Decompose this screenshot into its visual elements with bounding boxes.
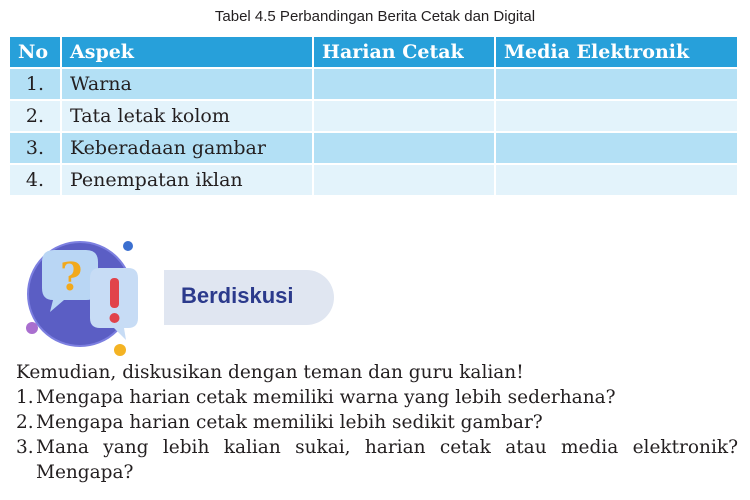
row-aspek: Tata letak kolom	[61, 100, 313, 132]
row-cetak-cell	[313, 100, 495, 132]
discussion-title: Berdiskusi	[181, 283, 294, 308]
table-row	[9, 68, 738, 100]
table-row	[9, 100, 738, 132]
row-cetak-cell	[313, 68, 495, 100]
list-item	[16, 385, 738, 410]
question-text: Mana yang lebih kalian sukai, harian cetak atau media elektronik? Mengapa?	[36, 437, 738, 483]
table-row	[9, 164, 738, 196]
row-number: 1.	[9, 68, 61, 100]
comparison-table	[8, 35, 739, 197]
row-aspek: Penempatan iklan	[61, 164, 313, 196]
question-text: Mengapa harian cetak memiliki lebih sedikit gambar?	[36, 412, 543, 433]
row-cetak-cell	[313, 164, 495, 196]
discussion-body	[16, 360, 738, 485]
question-text: Mengapa harian cetak memiliki warna yang lebih sederhana?	[36, 387, 616, 408]
row-media-cell	[495, 100, 738, 132]
row-media-cell	[495, 132, 738, 164]
question-number: 1.	[16, 387, 34, 408]
row-aspek: Keberadaan gambar	[61, 132, 313, 164]
row-number: 3.	[9, 132, 61, 164]
header-aspek: Aspek	[61, 36, 313, 68]
row-media-cell	[495, 68, 738, 100]
row-number: 2.	[9, 100, 61, 132]
header-media-elektronik: Media Elektronik	[495, 36, 738, 68]
table-row	[9, 132, 738, 164]
row-cetak-cell	[313, 132, 495, 164]
header-no: No	[9, 36, 61, 68]
question-list	[16, 385, 738, 485]
row-media-cell	[495, 164, 738, 196]
question-number: 3.	[16, 437, 34, 458]
header-harian-cetak: Harian Cetak	[313, 36, 495, 68]
list-item	[16, 410, 738, 435]
table-header-row	[9, 36, 738, 68]
row-number: 4.	[9, 164, 61, 196]
question-exclamation-bubbles-icon	[20, 232, 170, 362]
list-item	[16, 435, 738, 485]
question-number: 2.	[16, 412, 34, 433]
discussion-intro: Kemudian, diskusikan dengan teman dan guru kalian!	[16, 362, 524, 383]
svg-text:?: ?	[60, 254, 83, 299]
table-caption: Tabel 4.5 Perbandingan Berita Cetak dan Digital	[214, 8, 536, 25]
row-aspek: Warna	[61, 68, 313, 100]
